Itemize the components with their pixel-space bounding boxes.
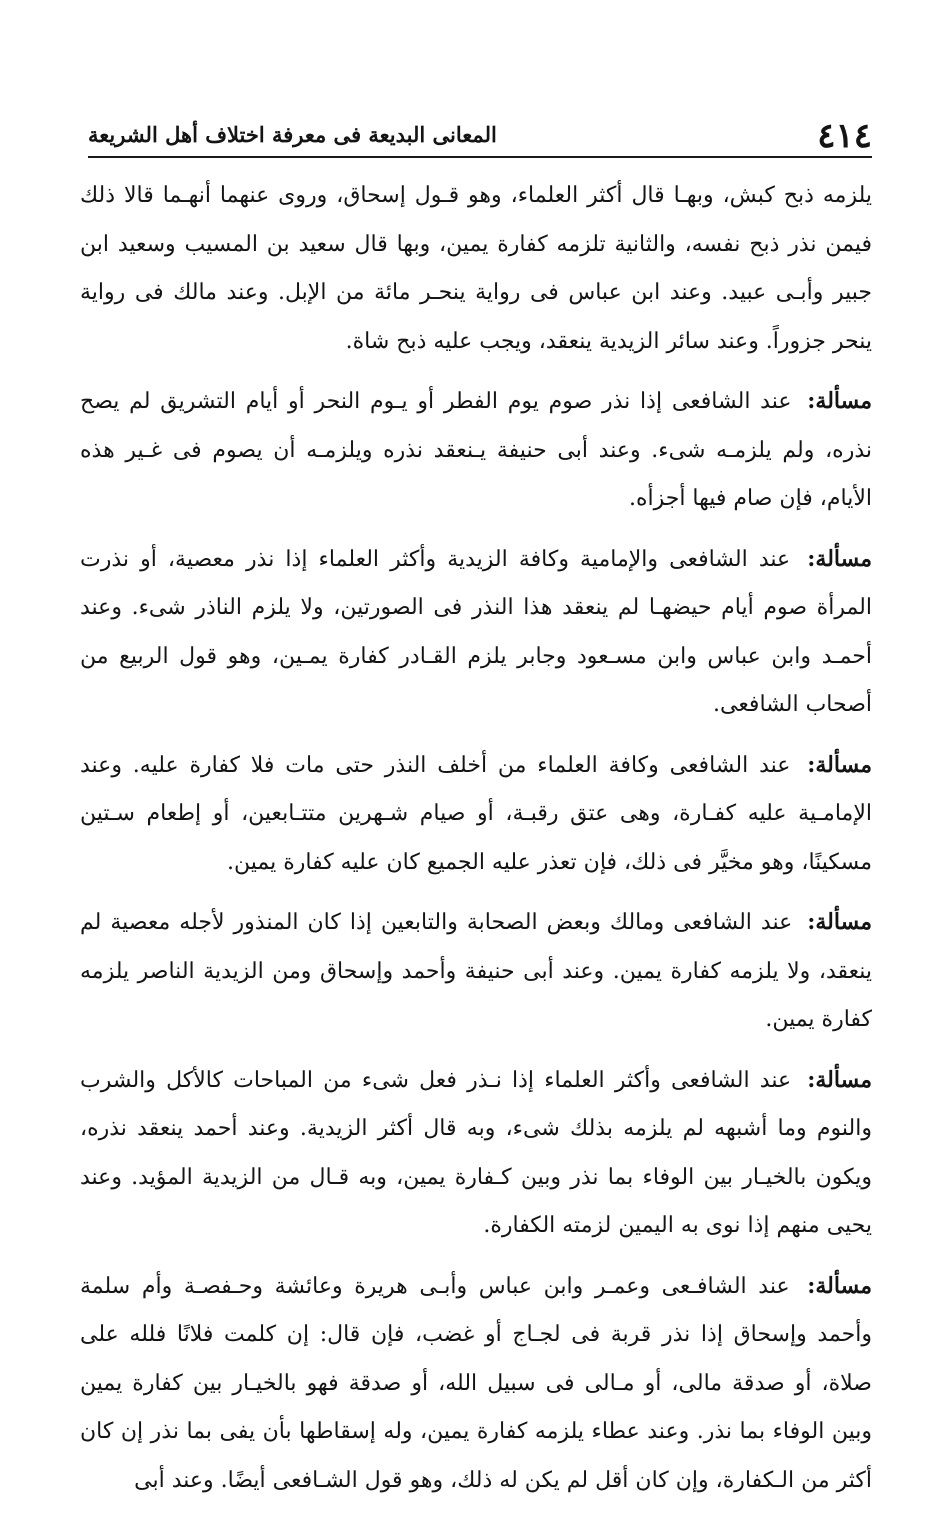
paragraph-text: عند الشافعى ومالك وبعض الصحابة والتابعين إذا كان المنذور لأجله معصية لم ينعقد، ولا يلزمه كفارة يمين. وعند أبى حنيفة وأحمد وإسحاق ومن الزيدية الناصر يلزمه كفارة يمين. <box>80 910 872 1032</box>
paragraph <box>80 535 872 730</box>
paragraph-text: عند الشافـعى وعمـر وابن عباس وأبـى هريرة وعائشة وحـفصـة وأم سلمة وأحمد وإسحاق إذا نذر قربة فى لجـاج أو غضب، فإن قال: إن كلمت فلانًا فلله على صلاة، أو صدقة مالى، أو مـالى فى سبيل الله، أو صدقة فهو بالخيـار بين كفارة يمين وبين الوفاء بما نذر. وعند عطاء يلزمه كفارة يمين، وله إسقاطها بأن يفى بما نذر إن كان أكثر من الـكفارة، وإن كان أقل لم يكن له ذلك، وهو قول الشـافعى أيضًا. وعند أبى <box>80 1273 872 1493</box>
paragraph <box>80 377 872 524</box>
issue-label: مسألة: <box>807 751 872 778</box>
issue-label: مسألة: <box>807 1066 872 1093</box>
paragraph <box>80 1056 872 1251</box>
paragraph-text: عند الشافعى وأكثر العلماء إذا نـذر فعل شىء من المباحات كالأكل والشرب والنوم وما أشبهه لم يلزمه بذلك شىء، وبه قال أكثر الزيدية. وعند أحمد ينعقد نذره، ويكون بالخيـار بين الوفاء بما نذر وبين كـفارة يمين، وبه قـال من الزيدية المؤيد. وعند يحيى منهم إذا نوى به اليمين لزمته الكفارة. <box>80 1067 872 1238</box>
issue-label: مسألة: <box>807 545 873 572</box>
issue-label: مسألة: <box>807 1272 872 1299</box>
page-number: ٤١٤ <box>817 116 872 156</box>
body-text <box>80 172 872 1516</box>
paragraph <box>80 898 872 1045</box>
paragraph <box>80 741 872 888</box>
issue-label: مسألة: <box>807 388 873 414</box>
paragraph-text: عند الشافعى إذا نذر صوم يوم الفطر أو يـوم النحر أو أيام التشريق لم يصح نذره، ولم يلزمـه شىء. وعند أبى حنيفة يـنعقد نذره ويلزمـه أن يصوم فى غـير هذه الأيام، فإن صام فيها أجزأه. <box>80 389 872 511</box>
paragraph-text: عند الشافعى وكافة العلماء من أخلف النذر حتى مات فلا كفارة عليه. وعند الإمامـية عليه كفـارة، وهى عتق رقبـة، أو صيام شـهرين متتـابعين، أو إطعام سـتين مسكينًا، وهو مخيَّر فى ذلك، فإن تعذر عليه الجميع كان عليه كفارة يمين. <box>80 752 872 875</box>
issue-label: مسألة: <box>807 909 872 935</box>
page-header <box>88 110 872 158</box>
running-title: المعانى البديعة فى معرفة اختلاف أهل الشريعة <box>88 122 497 147</box>
paragraph <box>80 172 872 366</box>
paragraph-text: يلزمه ذبح كبش، وبهـا قال أكثر العلماء، وهو قـول إسحاق، وروى عنهما أنهـما قالا ذلك فيمن نذر ذبح نفسه، والثانية تلزمه كفارة يمين، وبها قال سعيد بن المسيب وسعيد ابن جبير وأبـى عبيد. وعند ابن عباس فى رواية ينحـر مائة من الإبل. وعند مالك فى رواية ينحر جزوراً. وعند سائر الزيدية ينعقد، ويجب عليه ذبح شاة. <box>80 183 872 354</box>
paragraph-text: عند الشافعى والإمامية وكافة الزيدية وأكثر العلماء إذا نذر معصية، أو نذرت المرأة صوم أيام حيضهـا لم ينعقد هذا النذر فى الصورتين، ولا يلزم الناذر شىء. وعند أحمـد وابن عباس وابن مسـعود وجابر يلزم القـادر كفارة يمـين، وهو قول الربيع من أصحاب الشافعى. <box>80 546 872 717</box>
paragraph <box>80 1262 872 1506</box>
